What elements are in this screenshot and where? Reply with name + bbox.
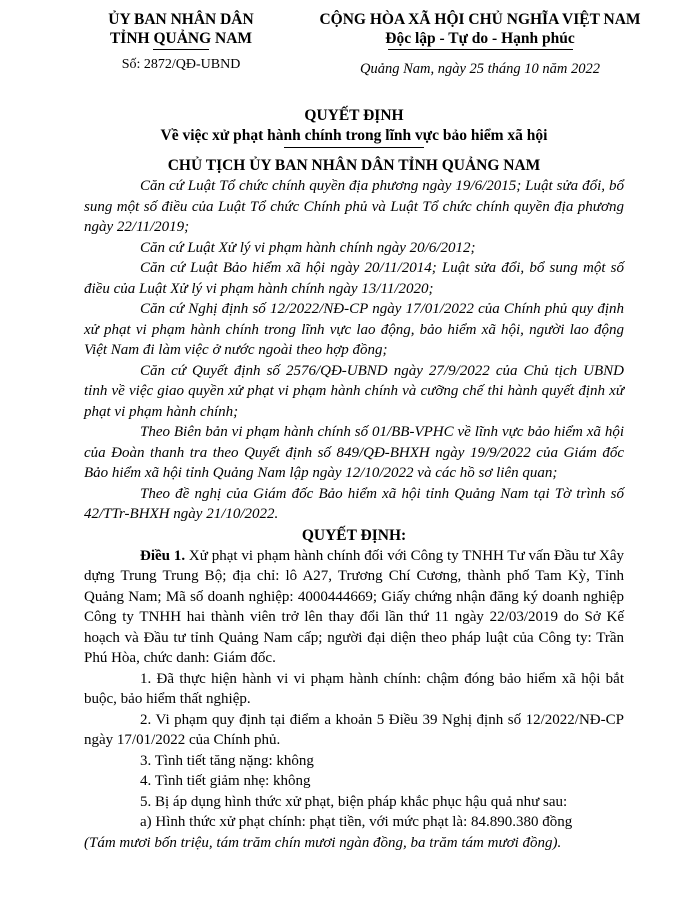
legal-basis-4: Căn cứ Nghị định số 12/2022/NĐ-CP ngày 17/01/2022 của Chính phủ quy định xử phạt vi phạm hành chính trong lĩnh vực lao động, bảo hiểm xã hội, người lao động Việt Nam đi làm việc ở nước ngoài theo hợp đồng; — [84, 301, 624, 358]
document-body — [84, 106, 624, 853]
national-motto: Độc lập - Tự do - Hạnh phúc — [385, 30, 575, 47]
article-1-item-1: 1. Đã thực hiện hành vi vi phạm hành chính: chậm đóng bảo hiểm xã hội bắt buộc, bảo hiểm thất nghiệp. — [84, 670, 624, 707]
issuing-authority-block — [86, 10, 276, 73]
fine-amount-in-words: (Tám mươi bốn triệu, tám trăm chín mươi ngàn đồng, ba trăm tám mươi đồng). — [84, 834, 562, 851]
legal-basis-2: Căn cứ Luật Xử lý vi phạm hành chính ngày 20/6/2012; — [140, 239, 476, 256]
legal-basis-7: Theo đề nghị của Giám đốc Bảo hiểm xã hội tỉnh Quảng Nam tại Tờ trình số 42/TTr-BHXH ngày 21/10/2022. — [84, 485, 624, 522]
issuing-authority-line-1: ỦY BAN NHÂN DÂN — [108, 11, 254, 28]
article-1-item-3: 3. Tình tiết tăng nặng: không — [140, 752, 314, 769]
legal-basis-1: Căn cứ Luật Tổ chức chính quyền địa phương ngày 19/6/2015; Luật sửa đổi, bổ sung một số điều của Luật Tổ chức Chính phủ và Luật Tổ chức chính quyền địa phương ngày 22/11/2019; — [84, 178, 624, 235]
place-and-date: Quảng Nam, ngày 25 tháng 10 năm 2022 — [359, 61, 601, 77]
legal-basis-3: Căn cứ Luật Bảo hiểm xã hội ngày 20/11/2014; Luật sửa đổi, bổ sung một số điều của Luật Xử lý vi phạm hành chính ngày 13/11/2020; — [84, 260, 624, 297]
article-1-text: Xử phạt vi phạm hành chính đối với Công ty TNHH Tư vấn Đầu tư Xây dựng Trung Trung Bộ; địa chỉ: lô A27, Trương Chí Cương, thành phố Tam Kỳ, Tỉnh Quảng Nam; Mã số doanh nghiệp: 4000444669; Giấy chứng nhận đăng ký doanh nghiệp Công ty TNHH hai thành viên trở lên thay đổi lần thứ 11 ngày 22/03/2019 do Sở Kế hoạch và Đầu tư tỉnh Quảng Nam cấp; người đại diện theo pháp luật của Công ty: Trần Phú Hòa, chức danh: Giám đốc. — [84, 547, 624, 666]
document-title: QUYẾT ĐỊNH — [304, 107, 404, 124]
motto-underline — [388, 49, 573, 50]
legal-basis-5: Căn cứ Quyết định số 2576/QĐ-UBND ngày 27/9/2022 của Chủ tịch UBND tỉnh về việc giao quyền xử phạt vi phạm hành chính và cưỡng chế thi hành quyết định xử phạt vi phạm hành chính; — [84, 362, 624, 420]
article-1-item-2: 2. Vi phạm quy định tại điểm a khoản 5 Điều 39 Nghị định số 12/2022/NĐ-CP ngày 17/01/2022 của Chính phủ. — [84, 711, 624, 748]
subtitle-underline — [284, 147, 424, 148]
document-subtitle: Về việc xử phạt hành chính trong lĩnh vực bảo hiểm xã hội — [160, 127, 548, 144]
article-1 — [84, 546, 624, 669]
decision-heading: QUYẾT ĐỊNH: — [301, 526, 407, 544]
document-number: Số: 2872/QĐ-UBND — [121, 57, 241, 72]
authority-underline — [153, 49, 209, 50]
national-heading-block — [290, 10, 670, 78]
article-1-label: Điều 1. — [140, 547, 186, 564]
signer-title: CHỦ TỊCH ỦY BAN NHÂN DÂN TỈNH QUẢNG NAM — [167, 157, 541, 174]
article-1-item-4: 4. Tình tiết giảm nhẹ: không — [140, 773, 311, 789]
article-1-item-5: 5. Bị áp dụng hình thức xử phạt, biện pháp khắc phục hậu quả như sau: — [140, 793, 568, 810]
article-1-item-5a: a) Hình thức xử phạt chính: phạt tiền, với mức phạt là: 84.890.380 đồng — [140, 814, 573, 830]
issuing-authority-line-2: TỈNH QUẢNG NAM — [109, 30, 253, 47]
legal-basis-6: Theo Biên bản vi phạm hành chính số 01/BB-VPHC về lĩnh vực bảo hiểm xã hội của Đoàn thanh tra theo Quyết định số 849/QĐ-BHXH ngày 19/9/2022 của Giám đốc Bảo hiểm xã hội tỉnh Quảng Nam lập ngày 12/10/2022 và các hồ sơ liên quan; — [84, 424, 624, 481]
national-name: CỘNG HÒA XÃ HỘI CHỦ NGHĨA VIỆT NAM — [319, 11, 641, 28]
